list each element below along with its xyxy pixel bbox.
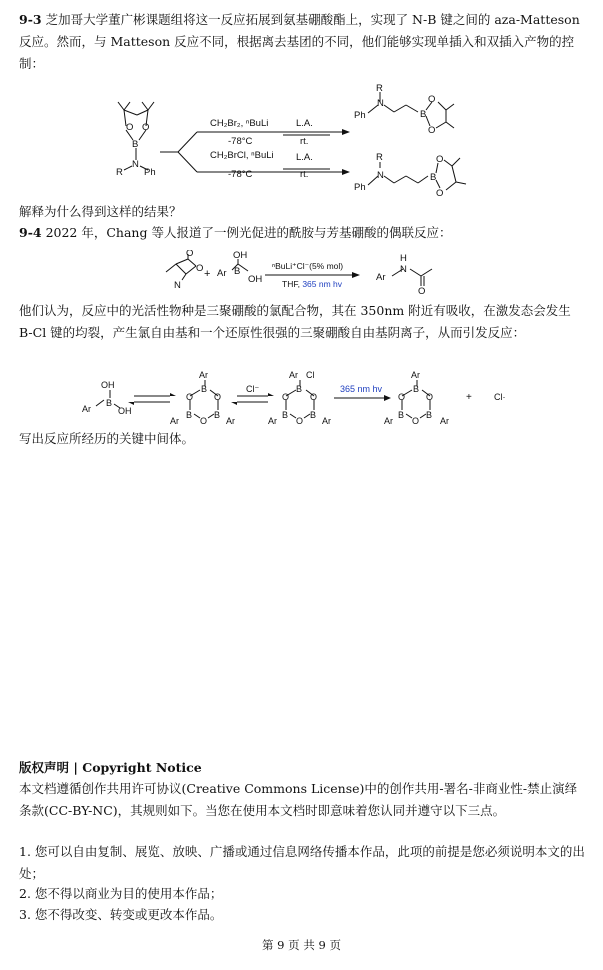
reagent-2-line-1: CH₂BrCl, ⁿBuLi xyxy=(210,150,274,161)
product-2-Ph: Ph xyxy=(354,182,366,193)
scheme-9-4-mechanism-svg xyxy=(0,366,603,426)
question-9-3-prompt: 解释为什么得到这样的结果？ xyxy=(19,204,182,219)
reagent-1-line-1: CH₂Br₂, ⁿBuLi xyxy=(210,118,269,129)
question-9-4-text xyxy=(19,222,585,244)
product-1-O-bottom: O xyxy=(428,125,436,136)
scheme-9-3-svg xyxy=(0,80,603,200)
product-H: H xyxy=(400,253,407,264)
atom-Ph: Ph xyxy=(144,167,156,178)
product-2-O-bottom: O xyxy=(436,188,444,199)
mech-cl-radical: Cl· xyxy=(494,392,506,402)
reagent-1-rt: rt. xyxy=(300,136,309,147)
copyright-body: 本文档遵循创作共用许可协议(Creative Commons License)中的创作共用-署名-非商业性-禁止演绎条款(CC-BY-NC)，其规则如下。当您在使用本文档时即意味着您认同并遵守以下三点。 xyxy=(19,781,578,818)
mech-radical-O-bottom: O xyxy=(412,416,420,426)
atom-O-left: O xyxy=(126,122,134,133)
condition-bottom-prefix: THF, xyxy=(282,279,303,289)
mech-Ar-1: Ar xyxy=(82,404,91,414)
mech-radical-Ar-left: Ar xyxy=(384,416,393,426)
copyright-item-1: 1. 您可以自由复制、展览、放映、广播或通过信息网络传播本作品，此项的前提是您必须说明本文的出处； xyxy=(19,844,585,881)
mech-complex-O-right: O xyxy=(310,392,318,402)
atom-O-right: O xyxy=(142,122,150,133)
mech-radical-B-top: B xyxy=(413,384,420,394)
copyright-item-3: 3. 您不得改变、转变或更改本作品。 xyxy=(19,907,223,922)
plus-sign: + xyxy=(204,268,211,280)
copyright-title: 版权声明 | Copyright Notice xyxy=(19,760,202,775)
reagent-1-line-2: -78°C xyxy=(228,136,253,147)
mech-trimer-Ar-left: Ar xyxy=(170,416,179,426)
mech-complex-Ar-top: Ar xyxy=(289,370,298,380)
mech-trimer-O-bottom: O xyxy=(200,416,208,426)
product-2-B: B xyxy=(430,172,437,183)
reagent-2-line-2: -78°C xyxy=(228,169,253,180)
product-1-Ph: Ph xyxy=(354,110,366,121)
mech-complex-B-right: B xyxy=(310,410,317,420)
atom-R: R xyxy=(116,167,123,178)
mech-plus: + xyxy=(466,392,472,403)
question-9-3-body: 芝加哥大学董广彬课题组将这一反应拓展到氨基硼酸酯上，实现了 N-B 键之间的 aza-Matteson 反应。然而，与 Matteson 反应不同，根据离去基团的不同，他们能够实现单插入和双插入产物的控制： xyxy=(19,12,580,71)
mech-complex-O-left: O xyxy=(282,392,290,402)
mech-radical-B-left: B xyxy=(398,410,405,420)
atom-B-1: B xyxy=(234,266,241,277)
reagent-2-rt: rt. xyxy=(300,169,309,180)
atom-N: N xyxy=(132,159,139,170)
mech-radical-Ar-right: Ar xyxy=(440,416,449,426)
mech-radical-O-right: O xyxy=(426,392,434,402)
question-9-3-text xyxy=(19,9,585,75)
mech-complex-B-top: B xyxy=(296,384,303,394)
atom-OH-top: OH xyxy=(233,250,248,261)
mech-complex-Ar-left: Ar xyxy=(268,416,277,426)
mech-complex-B-left: B xyxy=(282,410,289,420)
question-9-4-prompt: 写出反应所经历的关键中间体。 xyxy=(19,431,195,446)
question-9-3-label: 9-3 xyxy=(19,12,42,27)
atom-Ar-1: Ar xyxy=(217,268,227,279)
condition-bottom xyxy=(282,279,343,289)
mech-complex-Cl: Cl xyxy=(306,370,315,380)
scheme-9-4-svg xyxy=(0,250,603,300)
product-1-B: B xyxy=(420,109,427,120)
atom-OH-bottom: OH xyxy=(248,274,263,285)
mech-trimer-Ar-right: Ar xyxy=(226,416,235,426)
atom-B: B xyxy=(132,139,139,150)
copyright-item-2: 2. 您不得以商业为目的使用本作品； xyxy=(19,886,223,901)
question-9-4-body-text: 他们认为，反应中的光活性物种是三聚硼酸的氯配合物，其在 350nm 附近有吸收，在激发态会发生 B-Cl 键的均裂，产生氯自由基和一个还原性很强的三聚硼酸自由基阴离子，从而引发反应： xyxy=(19,303,571,340)
page-footer: 第 9 页 共 9 页 xyxy=(262,938,341,952)
reagent-1-la: L.A. xyxy=(296,118,313,129)
mech-trimer-O-left: O xyxy=(186,392,194,402)
product-O: O xyxy=(418,286,426,297)
condition-bottom-hv: 365 nm hv xyxy=(302,279,343,289)
mech-radical-Ar-top: Ar xyxy=(411,370,420,380)
product-2-N: N xyxy=(377,170,384,181)
mech-hv: 365 nm hv xyxy=(340,384,383,394)
scheme-9-3 xyxy=(0,80,603,200)
product-2-R: R xyxy=(376,152,383,163)
product-2-O-top: O xyxy=(436,154,444,165)
question-9-4-label: 9-4 xyxy=(19,225,42,240)
mech-trimer-O-right: O xyxy=(214,392,222,402)
mech-OH-top: OH xyxy=(101,380,115,390)
mech-B-1: B xyxy=(106,398,113,408)
mech-trimer-B-right: B xyxy=(214,410,221,420)
mech-complex-O-bottom: O xyxy=(296,416,304,426)
mech-trimer-B-left: B xyxy=(186,410,193,420)
reagent-2-la: L.A. xyxy=(296,152,313,163)
product-Ar: Ar xyxy=(376,272,386,283)
product-N: N xyxy=(400,264,407,275)
mech-radical-O-left: O xyxy=(398,392,406,402)
scheme-9-4 xyxy=(0,250,603,300)
question-9-4-body: 2022 年，Chang 等人报道了一例光促进的酰胺与芳基硼酸的偶联反应： xyxy=(45,225,452,240)
mech-complex-Ar-right: Ar xyxy=(322,416,331,426)
product-1-N: N xyxy=(377,98,384,109)
mech-cl-minus: Cl⁻ xyxy=(246,384,260,394)
mech-radical-B-right: B xyxy=(426,410,433,420)
condition-top: ⁿBuLi⁺Cl⁻(5% mol) xyxy=(272,261,344,271)
scheme-9-4-mechanism xyxy=(0,366,603,426)
mech-trimer-B-top: B xyxy=(201,384,208,394)
mech-trimer-Ar-top: Ar xyxy=(199,370,208,380)
product-1-O-top: O xyxy=(428,94,436,105)
atom-O-carbonyl: O xyxy=(186,250,194,259)
mech-OH-bottom: OH xyxy=(118,406,132,416)
atom-N-ring: N xyxy=(174,280,181,291)
atom-O-ring: O xyxy=(196,263,204,274)
product-1-R: R xyxy=(376,83,383,94)
